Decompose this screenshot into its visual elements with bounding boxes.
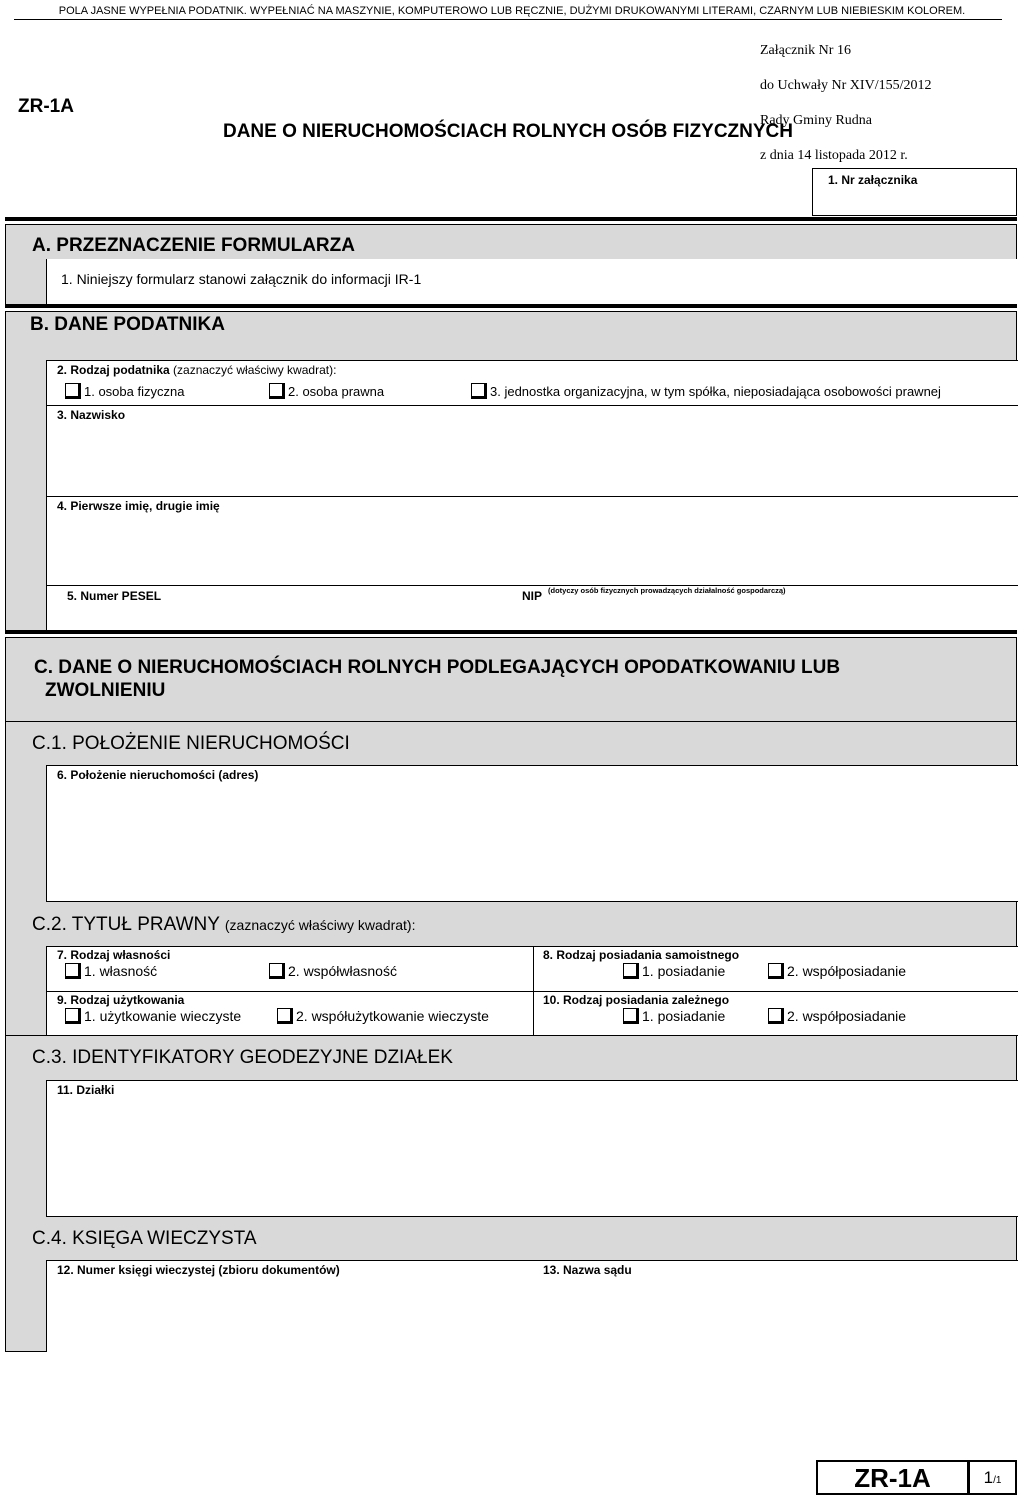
annex-line: z dnia 14 listopada 2012 r. xyxy=(760,147,908,163)
annex-reference xyxy=(760,24,931,182)
section-c-heading: C. DANE O NIERUCHOMOŚCIACH ROLNYCH PODLEGAJĄCYCH OPODATKOWANIU LUB ZWOLNIENIU xyxy=(34,657,841,701)
annex-line: Załącznik Nr 16 xyxy=(760,42,851,58)
nip-label: NIP xyxy=(522,589,543,603)
subsection-divider xyxy=(6,1035,1017,1036)
court-name-label: 13. Nazwa sądu xyxy=(543,1263,632,1277)
independent-option-possession[interactable]: 1. posiadanie xyxy=(623,963,725,979)
checkbox[interactable] xyxy=(65,383,81,399)
section-divider xyxy=(5,304,1017,308)
taxpayer-option-individual[interactable]: 1. osoba fizyczna xyxy=(65,383,184,399)
form-title: DANE O NIERUCHOMOŚCIACH ROLNYCH OSÓB FIZYCZNYCH xyxy=(222,121,793,142)
section-c xyxy=(5,638,1017,1352)
first-names-label: 4. Pierwsze imię, drugie imię xyxy=(57,499,220,513)
form-code: ZR-1A xyxy=(18,96,74,117)
c3-heading: C.3. IDENTYFIKATORY GEODEZYJNE DZIAŁEK xyxy=(32,1047,453,1068)
pesel-nip-row xyxy=(46,585,1018,630)
property-location-field[interactable] xyxy=(46,765,1018,902)
checkbox[interactable] xyxy=(269,383,285,399)
checkbox[interactable] xyxy=(269,963,285,979)
section-b-heading: B. DANE PODATNIKA xyxy=(30,314,225,335)
usage-label: 9. Rodzaj użytkowania xyxy=(57,993,185,1007)
usage-option-co-perpetual[interactable]: 2. współużytkowanie wieczyste xyxy=(277,1008,489,1024)
annex-line: do Uchwały Nr XIV/155/2012 xyxy=(760,77,932,93)
footer-form-code: ZR-1A xyxy=(816,1460,969,1495)
ownership-option-co-ownership[interactable]: 2. współwłasność xyxy=(269,963,397,979)
checkbox[interactable] xyxy=(623,1008,639,1024)
c2-heading: C.2. TYTUŁ PRAWNY (zaznaczyć właściwy kwadrat): xyxy=(32,914,416,935)
surname-label: 3. Nazwisko xyxy=(57,408,126,422)
attachment-number-field[interactable] xyxy=(812,168,1017,216)
section-b xyxy=(5,312,1017,630)
page-number: 1/1 xyxy=(969,1460,1017,1495)
dependent-possession-label: 10. Rodzaj posiadania zależnego xyxy=(543,993,730,1007)
dependent-option-possession[interactable]: 1. posiadanie xyxy=(623,1008,725,1024)
independent-option-co-possession[interactable]: 2. współposiadanie xyxy=(768,963,906,979)
c1-heading: C.1. POŁOŻENIE NIERUCHOMOŚCI xyxy=(32,733,350,754)
independent-possession-label: 8. Rodzaj posiadania samoistnego xyxy=(543,948,740,962)
checkbox[interactable] xyxy=(471,383,487,399)
checkbox[interactable] xyxy=(768,1008,784,1024)
nip-hint: (dotyczy osób fizycznych prowadzących działalność gospodarczą) xyxy=(548,586,786,595)
court-name-field[interactable] xyxy=(533,1261,1018,1352)
checkbox[interactable] xyxy=(65,963,81,979)
c4-heading: C.4. KSIĘGA WIECZYSTA xyxy=(32,1228,257,1249)
purpose-row xyxy=(46,259,1017,304)
surname-field[interactable] xyxy=(46,405,1018,497)
header-rule xyxy=(14,19,1002,20)
section-divider xyxy=(5,217,1017,221)
ownership-option-ownership[interactable]: 1. własność xyxy=(65,963,157,979)
land-register-number-field[interactable] xyxy=(47,1261,533,1352)
parcels-field[interactable] xyxy=(46,1080,1018,1217)
ownership-label: 7. Rodzaj własności xyxy=(57,948,171,962)
property-location-label: 6. Położenie nieruchomości (adres) xyxy=(57,768,259,782)
checkbox[interactable] xyxy=(623,963,639,979)
checkbox[interactable] xyxy=(768,963,784,979)
land-register-row xyxy=(46,1260,1018,1352)
dependent-option-co-possession[interactable]: 2. współposiadanie xyxy=(768,1008,906,1024)
purpose-text: 1. Niniejszy formularz stanowi załącznik do informacji IR-1 xyxy=(61,271,422,287)
instructions-note: POLA JASNE WYPEŁNIA PODATNIK. WYPEŁNIAĆ NA MASZYNIE, KOMPUTEROWO LUB RĘCZNIE, DUŻYMI DRUKOWANYMI LITERAMI, CZARNYM LUB NIEBIESKIM KOLOREM. xyxy=(58,5,966,17)
land-register-number-label: 12. Numer księgi wieczystej (zbioru dokumentów) xyxy=(57,1263,340,1277)
pesel-label: 5. Numer PESEL xyxy=(67,589,162,603)
subsection-divider xyxy=(6,721,1017,722)
grid-divider xyxy=(47,991,1018,992)
usage-option-perpetual[interactable]: 1. użytkowanie wieczyste xyxy=(65,1008,241,1024)
checkbox[interactable] xyxy=(65,1008,81,1024)
legal-title-grid xyxy=(46,946,1018,1036)
section-a-heading: A. PRZEZNACZENIE FORMULARZA xyxy=(32,235,355,256)
nip-field[interactable] xyxy=(517,586,1017,631)
section-divider xyxy=(5,630,1017,634)
checkbox[interactable] xyxy=(277,1008,293,1024)
first-names-field[interactable] xyxy=(46,496,1018,586)
attachment-number-label: 1. Nr załącznika xyxy=(828,173,918,187)
taxpayer-option-organizational-unit[interactable]: 3. jednostka organizacyjna, w tym spółka, nieposiadająca osobowości prawnej xyxy=(471,383,941,399)
taxpayer-type-field xyxy=(46,360,1018,406)
pesel-field[interactable] xyxy=(47,586,517,631)
taxpayer-type-label: 2. Rodzaj podatnika (zaznaczyć właściwy kwadrat): xyxy=(57,363,337,377)
section-a xyxy=(5,225,1017,304)
taxpayer-option-legal-person[interactable]: 2. osoba prawna xyxy=(269,383,384,399)
parcels-label: 11. Działki xyxy=(57,1083,115,1097)
annex-line: Rady Gminy Rudna xyxy=(760,112,872,128)
